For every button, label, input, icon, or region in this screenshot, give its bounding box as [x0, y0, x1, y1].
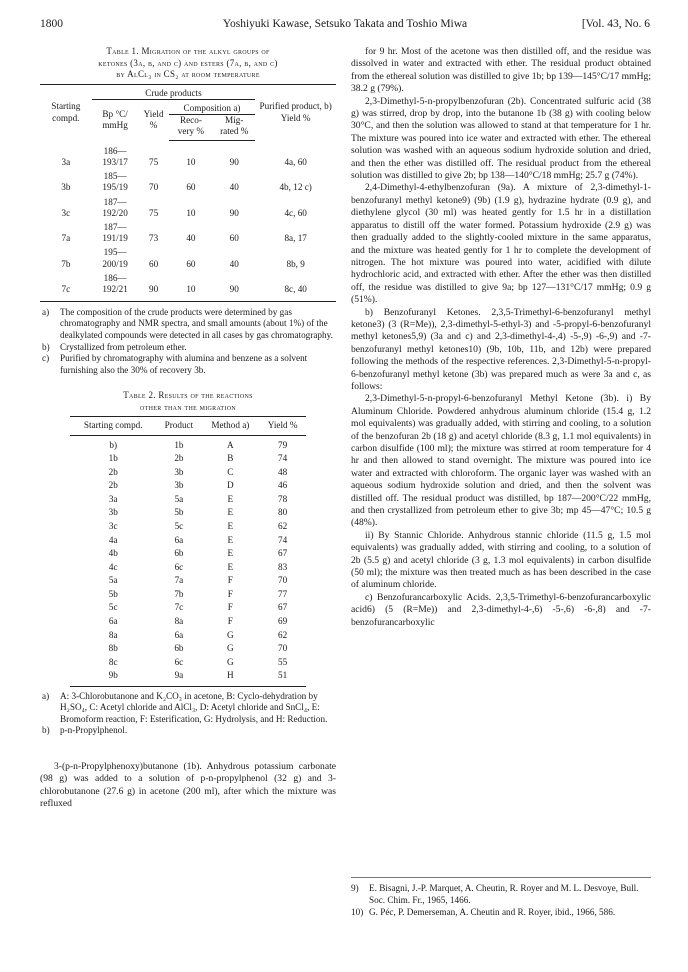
t2-col-product: Product	[156, 417, 201, 435]
t2-cell-method: F	[227, 575, 233, 586]
t1-cell-migrated: 40	[229, 182, 239, 193]
table-row	[70, 574, 306, 588]
t2-cell-method: G	[227, 643, 234, 654]
t2-cell-product: 2b	[174, 453, 184, 464]
t2-cell-method: E	[227, 548, 234, 559]
t1-cell-compd: 7c	[61, 284, 71, 295]
t2-cell-product: 1b	[174, 439, 184, 450]
t2-cell-yield: 62	[278, 629, 288, 640]
t2-cell-method: E	[227, 520, 234, 531]
t1-cell-recovery: 60	[186, 258, 196, 269]
table2	[70, 416, 306, 686]
t2-cell-method: E	[227, 534, 234, 545]
t1-body	[40, 141, 336, 297]
note-text: Purified by chromatography with alumina and benzene as a solvent furnishing also the 30% of recovery 3b.	[60, 353, 308, 375]
reference-label: 9)	[351, 883, 359, 893]
t2-cell-yield: 67	[278, 602, 288, 613]
t1-cell-migrated: 90	[229, 207, 239, 218]
t2-cell-compd: 5a	[108, 575, 118, 586]
body-paragraph: 2,3-Dimethyl-5-n-propyl-6-benzofuranyl Methyl Ketone (3b). i) By Aluminum Chloride. Powdered anhydrous aluminum chloride (15.4 g, 1.2 mol equivalents) was gradually added, with stirring and cooling, to a solution of the benzofuran 2b (18 g) and acetyl chloride (8.3 g, 1.1 mol equivalents) in carbon disulfide (100 ml); the mixture was stirred at room temperature for 4 hr and then allowed to stand overnight. The mixture was poured into ice water and extracted with chloroform. The organic layer was washed with an aqueous sodium hydroxide solution and dried, and then the solvent was distilled off. The residual product was distilled, bp 187—200°C/22 mmHg, and then crystallized from petroleum ether to give 3b; mp 45—47°C; 10.5 g (48%).	[351, 393, 651, 529]
table-row	[70, 588, 306, 602]
t1-cell-compd: 7a	[61, 233, 71, 244]
note-text: p-n-Propylphenol.	[60, 725, 128, 736]
table-row	[70, 561, 306, 575]
t2-cell-product: 9a	[156, 669, 201, 686]
t1-cell-compd: 3a	[61, 157, 71, 168]
body-paragraph: 2,4-Dimethyl-4-ethylbenzofuran (9a). A mixture of 2,3-dimethyl-1-benzofuranyl methyl ketone9) (9b) (1.9 g), hydrazine hydrate (0.9 g), and diethylene glycol (30 ml) was heated gently for 1.5 hr in a distillation apparatus to distill off the water formed. Potassium hydroxide (2.9 g) was then gradually added to the slightly-cooled mixture in the same apparatus, and the mixture was heated gently for 1 hr to complete the development of nitrogen. The hot mixture was poured into water, acidified with dilute hydrochloric acid, and extracted with ether. After the ether was then distilled off, the residue was distilled to give 9a; bp 127—131°C/17 mmHg; 0.9 g (51%).	[351, 182, 651, 306]
t2-cell-compd: 9b	[70, 669, 156, 686]
table1-caption: Table 1. Migration of the alkyl groups of ketones (3a, b, and c) and esters (7a, b, and c) by AlCl₃ in CS₂ at room temperature	[98, 46, 278, 79]
t2-cell-yield: 48	[278, 466, 288, 477]
t1-cell-product: 4c, 60	[284, 207, 307, 218]
table-note	[40, 307, 336, 342]
t2-cell-method: G	[227, 629, 234, 640]
t2-cell-yield: 83	[278, 561, 288, 572]
reference-text: G. Péc, P. Demerseman, A. Cheutin and R. Royer, ibid., 1966, 586.	[369, 907, 616, 917]
left-bottom-paragraph: 3-(p-n-Propylphenoxy)butanone (1b). Anhydrous potassium carbonate (98 g) was added to a solution of p-n-propylphenol (32 g) and 3-chlorobutanone (27.6 g) in acetone (200 ml), after which the mixture was refluxed	[40, 760, 336, 810]
t2-col-method: Method a)	[201, 417, 259, 435]
note-label: a)	[42, 306, 50, 317]
table-row	[70, 601, 306, 615]
t2-cell-yield: 80	[278, 507, 288, 518]
t1-cell-compd: 3b	[61, 182, 71, 193]
t1-cell-product: 8b, 9	[286, 258, 305, 269]
table-row	[70, 656, 306, 670]
t1-cell-compd: 3c	[61, 207, 71, 218]
t1-cell-recovery: 10	[186, 284, 196, 295]
t2-cell-method: H	[201, 669, 259, 686]
t2-cell-product: 6b	[174, 643, 184, 654]
note-text: Crystallized from petroleum ether.	[60, 341, 187, 352]
t2-cell-method: E	[227, 493, 234, 504]
t2-cell-yield: 62	[278, 520, 288, 531]
t2-cell-product: 6c	[174, 561, 184, 572]
note-label: a)	[42, 690, 50, 701]
table-row	[40, 271, 336, 296]
table-note	[40, 725, 336, 737]
note-label: b)	[42, 725, 50, 736]
t1-cell-yield: 90	[149, 284, 159, 295]
table-row	[70, 669, 306, 686]
t1-cell-yield: 75	[149, 157, 159, 168]
t2-cell-compd: 4b	[108, 548, 118, 559]
reference-item	[351, 906, 651, 918]
body-paragraph: 2,3-Dimethyl-5-n-propylbenzofuran (2b). Concentrated sulfuric acid (38 g) was stirred, drop by drop, into the butanone 1b (38 g) with cooling below 30°C, and then the solution was allowed to stand at that temperature for 1 hr. The mixture was poured into ice water and extracted with ether. The ethereal solution was washed with an aqueous sodium hydroxide solution and dried, and then the ether was distilled off. The residual product from the ethereal solution was distilled to give 2b; bp 138—140°C/18 mmHg; 25.7 g (74%).	[351, 95, 651, 182]
t2-cell-compd: 5b	[108, 588, 118, 599]
t2-cell-yield: 79	[278, 439, 288, 450]
t1-cell-yield: 60	[149, 258, 159, 269]
t2-col-yield: Yield %	[259, 417, 306, 435]
t2-cell-compd: 4a	[108, 534, 118, 545]
table2-caption: Table 2. Results of the reactions other than the migration	[123, 390, 253, 412]
table-row	[70, 628, 306, 642]
t2-cell-product: 6c	[174, 656, 184, 667]
t2-cell-yield: 46	[278, 480, 288, 491]
table-row	[40, 141, 336, 170]
t1-cell-migrated: 90	[229, 157, 239, 168]
body-paragraph: for 9 hr. Most of the acetone was then distilled off, and the residue was dissolved in water and extracted with ether. The residual product obtained from the ethereal solution was distilled to give 1b; bp 139—145°C/17 mmHg; 38.2 g (79%).	[351, 46, 651, 95]
table-row	[40, 246, 336, 271]
table-row	[40, 170, 336, 195]
t1-cell-compd: 7b	[61, 258, 71, 269]
table-row	[70, 533, 306, 547]
table1-notes	[40, 301, 336, 377]
page-number: 1800	[40, 18, 63, 30]
t2-cell-product: 6a	[174, 629, 184, 640]
right-column	[351, 46, 651, 629]
t2-cell-compd: 3b	[108, 507, 118, 518]
body-paragraph: b) Benzofuranyl Ketones. 2,3,5-Trimethyl-6-benzofuranyl methyl ketone3) (3 (R=Me)), 2,3-dimethyl-5-ethyl-3) and -5-propyl-6-benzofuranyl methyl ketones5,9) (3a and c) and 2,3-dimethyl-4-,4) -5-,9) -6-,9) and -7-benzofuranyl methyl ketones10) (9b, 10b, 11b, and 12b) were prepared following the methods of the respective references. 2,3-Dimethyl-5-n-propyl-6-benzofuranyl methyl ketone (3b) was prepared much as were 3a and c, as follows:	[351, 306, 651, 392]
t1-col-purified: Purified product, b) Yield %	[255, 84, 336, 141]
t1-cell-bp: 186—193/17	[102, 145, 128, 168]
t2-cell-compd: b)	[109, 439, 118, 450]
left-column	[40, 46, 336, 811]
t2-cell-compd: 5c	[108, 602, 118, 613]
t2-cell-method: D	[227, 480, 234, 491]
t2-cell-compd: 1b	[108, 453, 118, 464]
t2-cell-yield: 70	[278, 575, 288, 586]
t2-cell-yield: 74	[278, 534, 288, 545]
t1-cell-yield: 70	[149, 182, 159, 193]
t2-cell-compd: 8a	[108, 629, 118, 640]
t1-cell-product: 4b, 12 c)	[279, 182, 312, 193]
t2-cell-compd: 8b	[108, 643, 118, 654]
t2-cell-yield: 55	[278, 656, 288, 667]
t2-cell-yield: 67	[278, 548, 288, 559]
t2-cell-product: 5b	[174, 507, 184, 518]
running-header	[40, 18, 650, 34]
t1-cell-recovery: 40	[186, 233, 196, 244]
t2-cell-product: 5c	[174, 520, 184, 531]
table-row	[70, 435, 306, 452]
t1-cell-bp: 195—200/19	[102, 247, 128, 269]
table-row	[70, 615, 306, 629]
t2-cell-product: 6a	[174, 534, 184, 545]
authors-line: Yoshiyuki Kawase, Setsuko Takata and Toshio Miwa	[222, 18, 468, 30]
table2-notes	[40, 691, 336, 737]
note-label: c)	[42, 353, 50, 364]
table-row	[70, 452, 306, 466]
reference-item	[351, 882, 651, 906]
t2-cell-compd: 6a	[108, 616, 118, 627]
t2-cell-compd: 3a	[108, 493, 118, 504]
t2-cell-yield: 70	[278, 643, 288, 654]
t1-cell-product: 4a, 60	[284, 157, 307, 168]
t2-cell-method: E	[227, 507, 234, 518]
t2-cell-product: 6b	[174, 548, 184, 559]
t1-col-composition: Composition a)	[169, 99, 256, 114]
note-label: b)	[42, 341, 50, 352]
t1-col-bp: Bp °C/ mmHg	[102, 109, 128, 131]
t1-cell-recovery: 10	[186, 157, 196, 168]
body-paragraph: ii) By Stannic Chloride. Anhydrous stannic chloride (11.5 g, 1.5 mol equivalents) was gradually added, with stirring and cooling, to a solution of 2b (5.5 g) and acetyl chloride (3 g, 1.3 mol equivalents) in carbon disulfide (50 ml); the mixture was then treated much as has been described in the case of aluminum chloride.	[351, 529, 651, 591]
body-paragraph: c) Benzofurancarboxylic Acids. 2,3,5-Trimethyl-6-benzofurancarboxylic acid6) (5 (R=Me)) and 2,3-dimethyl-4-,6) -5-,6) -6-,8) and -7-benzofurancarboxylic	[351, 591, 651, 628]
t1-col-yield: Yield %	[143, 109, 164, 131]
t2-cell-yield: 77	[278, 588, 288, 599]
volume-info: [Vol. 43, No. 6	[581, 18, 650, 30]
t2-cell-yield: 78	[278, 493, 288, 504]
table-note	[40, 691, 336, 726]
t2-cell-compd: 3c	[108, 520, 118, 531]
reference-label: 10)	[351, 907, 364, 917]
t2-cell-product: 3b	[174, 480, 184, 491]
t2-cell-compd: 2b	[108, 466, 118, 477]
table-row	[70, 493, 306, 507]
t1-cell-yield: 73	[149, 233, 159, 244]
t1-group-header: Crude products	[92, 84, 256, 99]
t2-body	[70, 435, 306, 686]
t2-cell-method: F	[227, 602, 233, 613]
t2-cell-method: A	[227, 439, 234, 450]
t2-cell-product: 7c	[174, 602, 184, 613]
t1-cell-migrated: 40	[229, 258, 239, 269]
t2-cell-yield: 74	[278, 453, 288, 464]
table-row	[70, 506, 306, 520]
table1	[40, 84, 336, 297]
t1-cell-product: 8c, 40	[284, 284, 307, 295]
t1-cell-migrated: 90	[229, 284, 239, 295]
table-row	[70, 642, 306, 656]
t1-cell-recovery: 10	[186, 207, 196, 218]
t2-cell-compd: 2b	[108, 480, 118, 491]
t2-cell-compd: 8c	[108, 656, 118, 667]
t2-cell-method: B	[227, 453, 234, 464]
t1-cell-recovery: 60	[186, 182, 196, 193]
t1-cell-product: 8a, 17	[284, 233, 307, 244]
t1-col-migrated: Mig- rated %	[213, 114, 255, 140]
t1-col-starting: Starting compd.	[40, 84, 92, 141]
t1-cell-yield: 75	[149, 207, 159, 218]
note-text: The composition of the crude products were determined by gas chromatography and NMR spectra, and small amounts (about 1%) of the dealkylated compounds were detected in all cases by gas chromatography.	[60, 306, 333, 340]
t1-cell-bp: 187—191/19	[102, 222, 128, 244]
t2-cell-yield: 51	[259, 669, 306, 686]
t2-col-starting: Starting compd.	[70, 417, 156, 435]
t1-cell-migrated: 60	[229, 233, 239, 244]
t1-cell-bp: 186—192/21	[102, 272, 128, 295]
t2-cell-product: 7a	[174, 575, 184, 586]
t2-cell-method: G	[227, 656, 234, 667]
table-row	[70, 547, 306, 561]
table-row	[70, 520, 306, 534]
references	[351, 877, 651, 918]
t1-cell-bp: 185—195/19	[102, 171, 128, 193]
t2-cell-product: 5a	[174, 493, 184, 504]
table-row	[70, 465, 306, 479]
t2-cell-method: F	[227, 616, 233, 627]
t1-cell-bp: 187—192/20	[102, 196, 128, 218]
note-text: A: 3-Chlorobutanone and K₂CO₃ in acetone, B: Cyclo-dehydration by H₂SO₄, C: Acetyl chloride and AlCl₃, D: Acetyl chloride and SnCl₄, E: Bromoform reaction, F: Esterification, G: Hydrolysis, and H: Reduction.	[60, 690, 328, 724]
t1-col-recovery: Reco- very %	[169, 114, 213, 140]
t2-cell-method: E	[227, 561, 234, 572]
t2-cell-method: C	[227, 466, 234, 477]
t2-cell-product: 7b	[174, 588, 184, 599]
t2-cell-product: 3b	[174, 466, 184, 477]
t2-cell-yield: 69	[278, 616, 288, 627]
table-note	[40, 353, 336, 376]
table-row	[40, 221, 336, 246]
table-row	[70, 479, 306, 493]
t2-cell-method: F	[227, 588, 233, 599]
table-note	[40, 342, 336, 354]
t2-cell-product: 8a	[174, 616, 184, 627]
table-row	[40, 195, 336, 220]
reference-text: E. Bisagni, J.-P. Marquet, A. Cheutin, R. Royer and M. L. Desvoye, Bull. Soc. Chim. Fr., 1965, 1466.	[369, 883, 639, 905]
t2-cell-compd: 4c	[108, 561, 118, 572]
